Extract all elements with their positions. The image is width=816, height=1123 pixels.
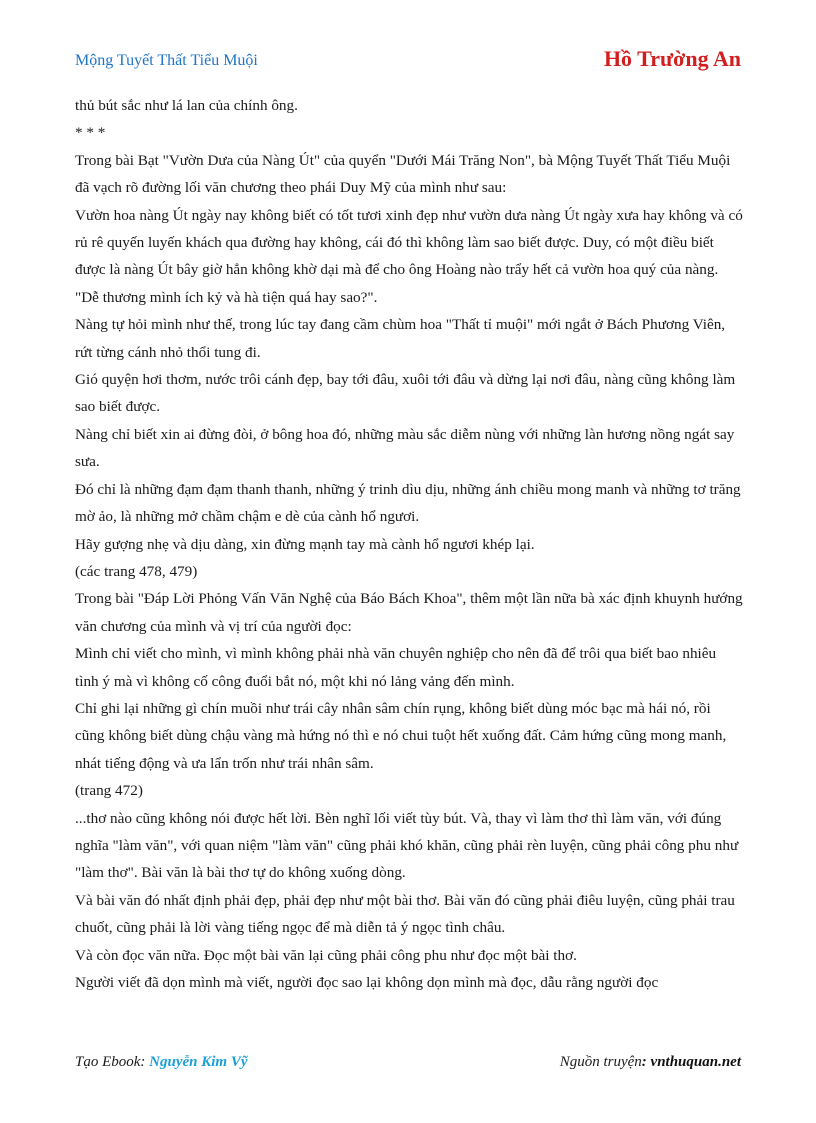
source-credit-separator: :	[641, 1054, 651, 1070]
book-title: Mộng Tuyết Thất Tiểu Muội	[75, 52, 258, 69]
paragraph: Gió quyện hơi thơm, nước trôi cánh đẹp, bay tới đâu, xuôi tới đâu và dừng lại nơi đâu, nàng cũng không làm sao biết được.	[75, 371, 736, 416]
source-credit	[560, 1054, 741, 1071]
source-site: vnthuquan.net	[650, 1054, 741, 1070]
paragraph: Vườn hoa nàng Út ngày nay không biết có tốt tươi xinh đẹp như vườn dưa nàng Út ngày xưa hay không và có rủ rê quyến luyến khách qua đường hay không, cái đó thì không làm sao biết được. Duy, có một điều biết được là nàng Út bây giờ hẳn không khờ dại mà để cho ông Hoàng nào trẩy hết cả vườn hoa quý của nàng.	[75, 206, 743, 279]
paragraph: thủ bút sắc như lá lan của chính ông.	[75, 97, 298, 114]
paragraph: Người viết đã dọn mình mà viết, người đọc sao lại không dọn mình mà đọc, dẫu rằng người đọc	[75, 974, 659, 991]
paragraph: ...thơ nào cũng không nói được hết lời. Bèn nghĩ lối viết tùy bút. Và, thay vì làm thơ thì làm văn, với đúng nghĩa "làm văn", với quan niệm "làm văn" cũng phải khó khăn, cũng phải rèn luyện, cũng phải công phu như "làm thơ". Bài văn là bài thơ tự do không xuống dòng.	[75, 809, 739, 882]
paragraph: Mình chỉ viết cho mình, vì mình không phải nhà văn chuyên nghiệp cho nên đã để trôi qua biết bao nhiêu tình ý mà vì không cố công đuổi bắt nó, một khi nó lảng vảng đến mình.	[75, 645, 717, 690]
paragraph: Và bài văn đó nhất định phải đẹp, phải đẹp như một bài thơ. Bài văn đó cũng phải điêu luyện, cũng phải trau chuốt, cũng phải là lời vàng tiếng ngọc để mà diễn tả ý ngọc tình châu.	[75, 891, 735, 937]
paragraph: Chỉ ghi lại những gì chín muồi như trái cây nhân sâm chín rụng, không biết dùng móc bạc mà hái nó, rồi cũng không biết dùng chậu vàng mà hứng nó thì e nó chui tuột hết xuống đất. Cảm hứng cũng mong manh, nhát tiếng động và ưa lẩn trốn như trái nhân sâm.	[75, 699, 727, 772]
paragraph: Hãy gượng nhẹ và dịu dàng, xin đừng mạnh tay mà cành hổ ngươi khép lại.	[75, 535, 535, 553]
paragraph: Trong bài Bạt "Vườn Dưa của Nàng Út" của quyển "Dưới Mái Trăng Non", bà Mộng Tuyết Thất Tiểu Muội đã vạch rõ đường lối văn chương theo phái Duy Mỹ của mình như sau:	[75, 151, 731, 197]
author-name: Hồ Trường An	[603, 46, 741, 71]
paragraph: Nàng chỉ biết xin ai đừng đòi, ở bông hoa đó, những màu sắc diễm nùng với những làn hương nồng ngát say sưa.	[75, 425, 735, 471]
paragraph: "Dễ thương mình ích kỷ và hà tiện quá hay sao?".	[75, 288, 378, 306]
paragraph: Nàng tự hỏi mình như thế, trong lúc tay đang cầm chùm hoa "Thất tỉ muội" mới ngắt ở Bách Phương Viên, rứt từng cánh nhỏ thổi tung đi.	[75, 316, 726, 361]
ebook-credit-label: Tạo Ebook	[75, 1054, 141, 1070]
ebook-credit-separator: :	[140, 1054, 150, 1070]
page-footer	[75, 1054, 741, 1078]
source-credit-label: Nguồn truyện	[559, 1054, 642, 1070]
page-citation: (các trang 478, 479)	[75, 562, 198, 580]
section-separator: * * *	[75, 124, 106, 142]
body-text	[75, 92, 743, 996]
page-citation: (trang 472)	[75, 782, 143, 800]
ebook-credit	[75, 1054, 248, 1071]
paragraph: Trong bài "Đáp Lời Phỏng Vấn Văn Nghệ của Báo Bách Khoa", thêm một lần nữa bà xác định khuynh hướng văn chương của mình và vị trí của người đọc:	[75, 590, 743, 635]
ebook-creator-name: Nguyễn Kim Vỹ	[149, 1054, 248, 1070]
paragraph: Đó chỉ là những đạm đạm thanh thanh, những ý trinh dìu dịu, những ánh chiều mong manh và những tơ trăng mờ ảo, là những mở chầm chậm e dè của cành hổ ngươi.	[75, 480, 741, 526]
page-header	[75, 46, 741, 76]
paragraph: Và còn đọc văn nữa. Đọc một bài văn lại cũng phải công phu như đọc một bài thơ.	[75, 946, 577, 964]
